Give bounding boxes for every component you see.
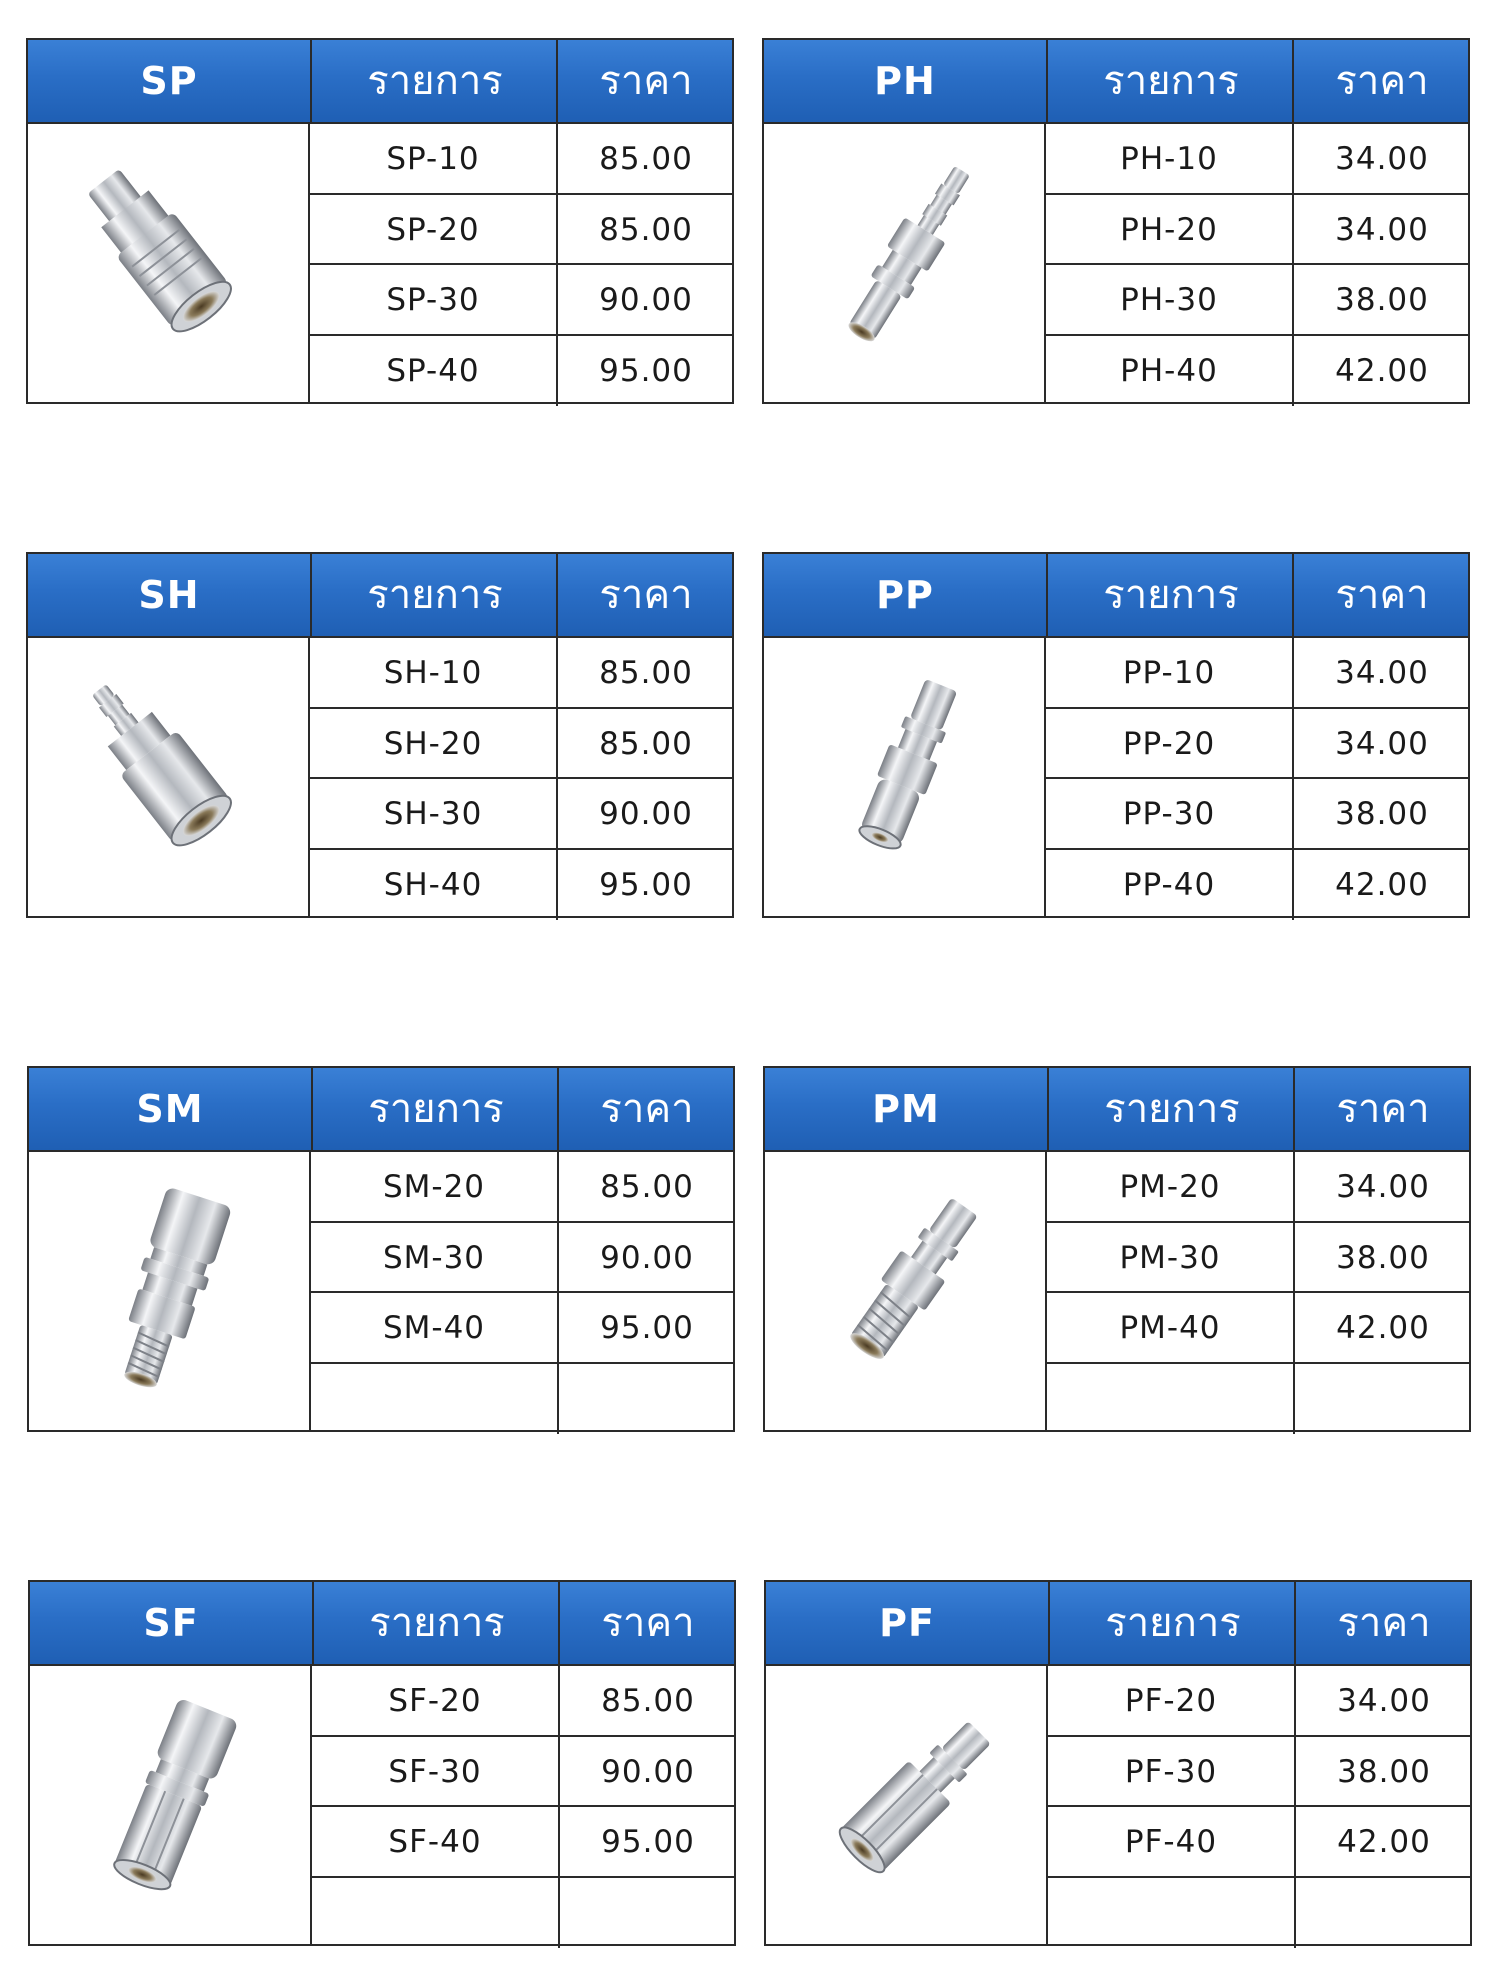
table-row bbox=[1048, 1878, 1470, 1949]
item-code: SH-30 bbox=[383, 796, 483, 832]
item-code: SP-30 bbox=[386, 282, 480, 318]
item-code: SF-40 bbox=[388, 1824, 482, 1860]
item-code: PP-10 bbox=[1122, 655, 1216, 691]
item-code: PH-20 bbox=[1120, 211, 1218, 248]
item-column-header: รายการ bbox=[312, 1582, 560, 1664]
series-code: PP bbox=[876, 573, 934, 617]
item-price: 95.00 bbox=[557, 1293, 735, 1362]
item-code: PF-20 bbox=[1124, 1683, 1218, 1719]
item-column-header: รายการ bbox=[1046, 554, 1294, 636]
table-row bbox=[1046, 124, 1468, 195]
table-row bbox=[311, 1364, 733, 1435]
product-image-cell bbox=[28, 124, 310, 402]
item-code: PP-40 bbox=[1122, 866, 1216, 903]
series-code: PF bbox=[879, 1601, 935, 1645]
item-code: SH-40 bbox=[383, 866, 483, 903]
female-coupler-male-thread-icon bbox=[29, 1152, 309, 1430]
item-price: 38.00 bbox=[1292, 265, 1470, 334]
item-price: 85.00 bbox=[556, 195, 734, 264]
product-table-ph bbox=[762, 38, 1470, 404]
table-row bbox=[310, 638, 732, 709]
table-row bbox=[311, 1293, 733, 1364]
table-row bbox=[1048, 1737, 1470, 1808]
item-code: PF-30 bbox=[1124, 1753, 1218, 1790]
male-plug-female-thread-icon bbox=[766, 1666, 1046, 1944]
table-row bbox=[312, 1807, 734, 1878]
product-image-cell bbox=[30, 1666, 312, 1944]
item-price: 95.00 bbox=[558, 1807, 736, 1876]
table-header bbox=[766, 1582, 1470, 1666]
product-image-cell bbox=[764, 638, 1046, 916]
table-header bbox=[764, 554, 1468, 638]
item-code: PM-20 bbox=[1119, 1169, 1221, 1205]
table-row bbox=[310, 850, 732, 921]
item-code: PP-20 bbox=[1122, 725, 1216, 762]
item-code: SP-20 bbox=[386, 211, 480, 248]
female-coupler-female-thread-icon bbox=[30, 1666, 310, 1944]
item-price: 34.00 bbox=[1292, 638, 1470, 707]
product-table-sh bbox=[26, 552, 734, 918]
series-code: PH bbox=[874, 59, 936, 103]
item-code: PP-30 bbox=[1122, 796, 1216, 832]
item-price: 38.00 bbox=[1292, 779, 1470, 848]
item-code: PH-10 bbox=[1120, 141, 1218, 177]
table-row bbox=[310, 336, 732, 407]
item-column-header: รายการ bbox=[311, 1068, 559, 1150]
item-column-header: รายการ bbox=[310, 40, 558, 122]
item-price: 85.00 bbox=[557, 1152, 735, 1221]
item-price: 85.00 bbox=[556, 709, 734, 778]
item-code: PM-40 bbox=[1119, 1310, 1221, 1346]
series-code: SH bbox=[138, 573, 200, 617]
item-code: SM-20 bbox=[382, 1169, 486, 1205]
item-price: 38.00 bbox=[1294, 1737, 1472, 1806]
item-price: 95.00 bbox=[556, 850, 734, 921]
item-code bbox=[1048, 1878, 1294, 1946]
item-price: 95.00 bbox=[556, 336, 734, 407]
item-price bbox=[1293, 1364, 1471, 1435]
product-image-cell bbox=[28, 638, 310, 916]
item-code bbox=[311, 1364, 557, 1432]
item-price: 85.00 bbox=[556, 638, 734, 707]
table-row bbox=[1046, 779, 1468, 850]
item-price: 90.00 bbox=[558, 1737, 736, 1806]
item-price: 38.00 bbox=[1293, 1223, 1471, 1292]
price-column-header: ราคา bbox=[1292, 40, 1470, 122]
table-row bbox=[310, 265, 732, 336]
item-price bbox=[558, 1878, 736, 1949]
product-table-sf bbox=[28, 1580, 736, 1946]
item-column-header: รายการ bbox=[1046, 40, 1294, 122]
table-row bbox=[1046, 195, 1468, 266]
item-column-header: รายการ bbox=[1047, 1068, 1295, 1150]
table-row bbox=[312, 1737, 734, 1808]
table-row bbox=[312, 1666, 734, 1737]
item-code bbox=[1047, 1364, 1293, 1432]
price-column-header: ราคา bbox=[556, 40, 734, 122]
price-column-header: ราคา bbox=[556, 554, 734, 636]
item-price: 85.00 bbox=[558, 1666, 736, 1735]
item-price: 42.00 bbox=[1293, 1293, 1471, 1362]
male-plug-push-lock-icon bbox=[764, 638, 1044, 916]
series-code: SM bbox=[136, 1087, 204, 1131]
table-header bbox=[30, 1582, 734, 1666]
table-row bbox=[311, 1223, 733, 1294]
item-price: 85.00 bbox=[556, 124, 734, 193]
table-row bbox=[312, 1878, 734, 1949]
table-row bbox=[1046, 850, 1468, 921]
table-row bbox=[1046, 709, 1468, 780]
item-column-header: รายการ bbox=[1048, 1582, 1296, 1664]
table-row bbox=[1046, 336, 1468, 407]
price-column-header: ราคา bbox=[1293, 1068, 1471, 1150]
male-plug-male-thread-icon bbox=[765, 1152, 1045, 1430]
price-column-header: ราคา bbox=[558, 1582, 736, 1664]
item-code: SH-20 bbox=[383, 725, 483, 762]
product-image-cell bbox=[764, 124, 1046, 402]
price-column-header: ราคา bbox=[557, 1068, 735, 1150]
item-price: 34.00 bbox=[1294, 1666, 1472, 1735]
table-row bbox=[1048, 1807, 1470, 1878]
product-table-sp bbox=[26, 38, 734, 404]
table-row bbox=[1046, 265, 1468, 336]
table-row bbox=[1047, 1293, 1469, 1364]
item-code: SM-30 bbox=[382, 1239, 486, 1276]
item-code: SF-20 bbox=[388, 1683, 482, 1719]
product-image-cell bbox=[766, 1666, 1048, 1944]
female-coupler-thread-icon bbox=[28, 124, 308, 402]
item-code: SF-30 bbox=[388, 1753, 482, 1790]
item-code: PM-30 bbox=[1119, 1239, 1221, 1276]
table-header bbox=[29, 1068, 733, 1152]
item-code: SP-10 bbox=[386, 141, 480, 177]
product-image-cell bbox=[765, 1152, 1047, 1430]
item-price: 90.00 bbox=[557, 1223, 735, 1292]
table-row bbox=[1047, 1364, 1469, 1435]
price-column-header: ราคา bbox=[1292, 554, 1470, 636]
female-coupler-hose-barb-icon bbox=[28, 638, 308, 916]
item-price bbox=[1294, 1878, 1472, 1949]
table-row bbox=[1047, 1223, 1469, 1294]
item-code: SM-40 bbox=[382, 1310, 486, 1346]
item-code: SH-10 bbox=[383, 655, 483, 691]
item-price: 34.00 bbox=[1293, 1152, 1471, 1221]
product-table-pf bbox=[764, 1580, 1472, 1946]
table-row bbox=[310, 124, 732, 195]
item-price: 42.00 bbox=[1292, 850, 1470, 921]
item-price: 90.00 bbox=[556, 265, 734, 334]
item-code: SP-40 bbox=[386, 352, 480, 389]
table-row bbox=[310, 709, 732, 780]
item-code: PF-40 bbox=[1124, 1824, 1218, 1860]
table-row bbox=[311, 1152, 733, 1223]
series-code: SP bbox=[140, 59, 198, 103]
series-code: SF bbox=[143, 1601, 199, 1645]
item-price: 42.00 bbox=[1294, 1807, 1472, 1876]
table-header bbox=[28, 40, 732, 124]
item-price: 34.00 bbox=[1292, 195, 1470, 264]
item-price: 90.00 bbox=[556, 779, 734, 848]
item-code bbox=[312, 1878, 558, 1946]
item-code: PH-40 bbox=[1120, 352, 1218, 389]
table-row bbox=[1047, 1152, 1469, 1223]
product-image-cell bbox=[29, 1152, 311, 1430]
table-row bbox=[310, 779, 732, 850]
table-row bbox=[310, 195, 732, 266]
table-header bbox=[28, 554, 732, 638]
male-plug-hose-barb-icon bbox=[764, 124, 1044, 402]
series-code: PM bbox=[872, 1087, 940, 1131]
table-header bbox=[764, 40, 1468, 124]
product-table-sm bbox=[27, 1066, 735, 1432]
item-price: 34.00 bbox=[1292, 709, 1470, 778]
table-row bbox=[1048, 1666, 1470, 1737]
item-price: 42.00 bbox=[1292, 336, 1470, 407]
table-row bbox=[1046, 638, 1468, 709]
product-table-pp bbox=[762, 552, 1470, 918]
product-table-pm bbox=[763, 1066, 1471, 1432]
item-price bbox=[557, 1364, 735, 1435]
table-header bbox=[765, 1068, 1469, 1152]
item-price: 34.00 bbox=[1292, 124, 1470, 193]
item-code: PH-30 bbox=[1120, 282, 1218, 318]
price-column-header: ราคา bbox=[1294, 1582, 1472, 1664]
item-column-header: รายการ bbox=[310, 554, 558, 636]
